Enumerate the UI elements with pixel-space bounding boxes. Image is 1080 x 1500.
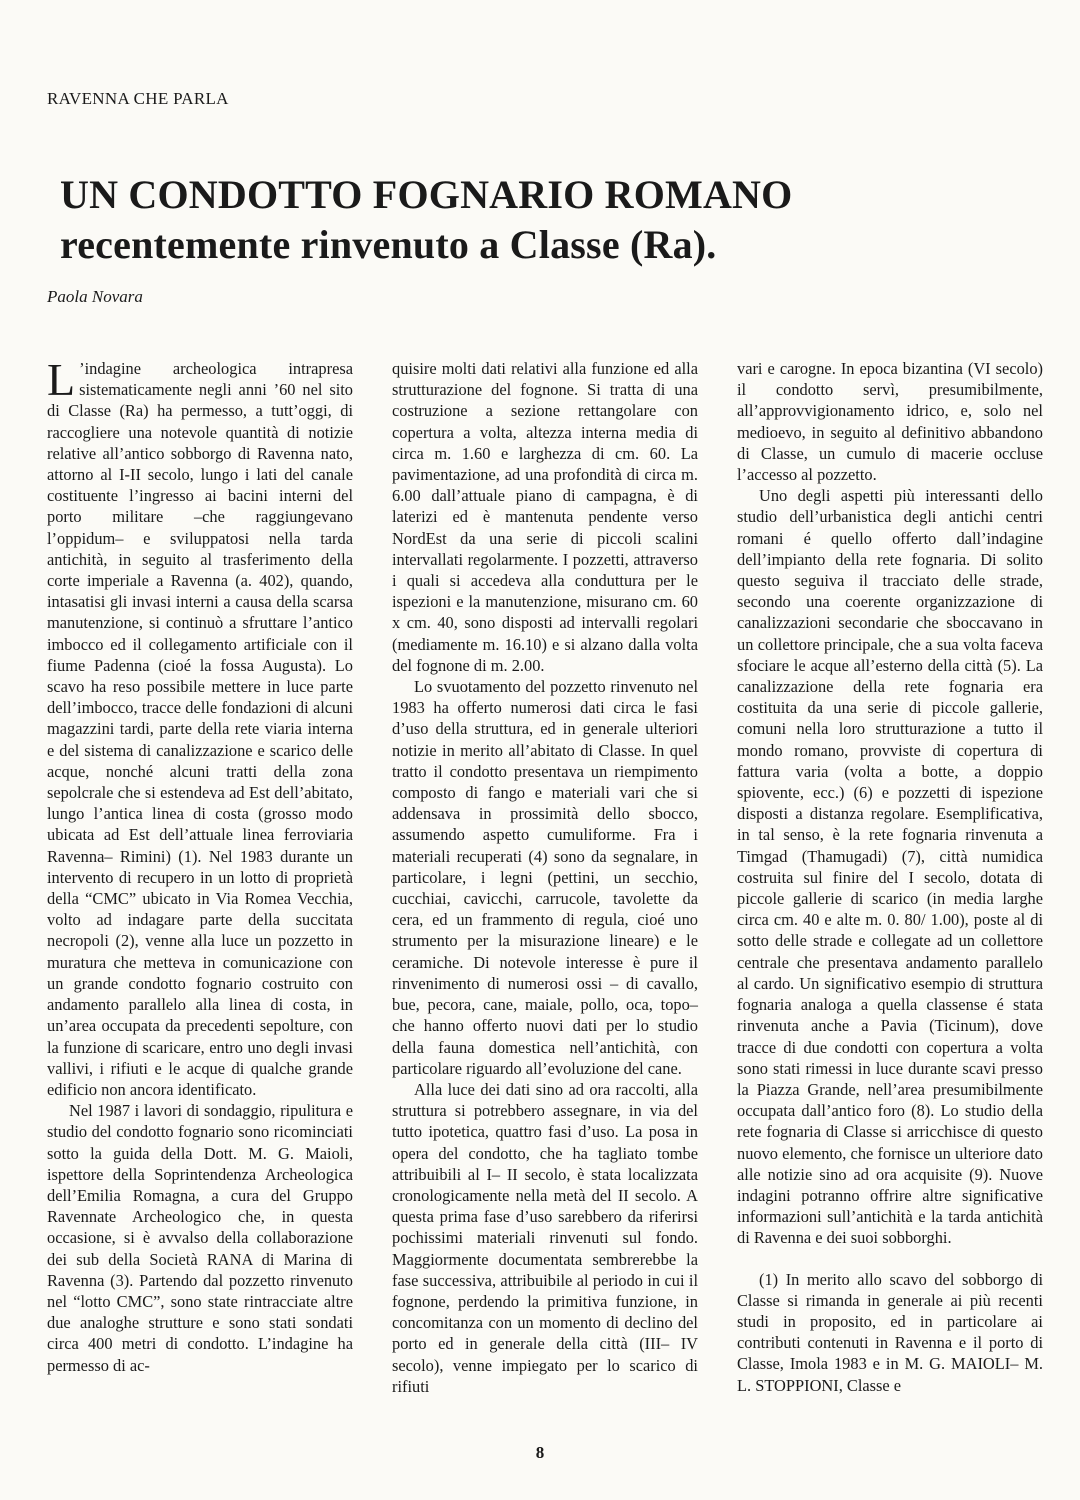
section-header: RAVENNA CHE PARLA <box>47 89 229 108</box>
paragraph: Nel 1987 i lavori di sondaggio, ripulitura e studio del condotto fognario sono ricominciati sotto la guida della Dott. M. G. Maioli, ispettore della Soprintendenza Archeologica dell’Emilia Romagna, a cura del Gruppo Ravennate Archeologico che, in questa occasione, si è avvalso della collaborazione dei sub della Società RANA di Marina di Ravenna (3). Partendo dal pozzetto rinvenuto nel “lotto CMC”, sono state rintracciate altre due analoghe strutture e sono stati sondati circa 400 metri di condotto. L’indagine ha permesso di ac- <box>47 1101 353 1375</box>
author-byline: Paola Novara <box>47 287 143 306</box>
column-3 <box>737 358 1043 1397</box>
paragraph: vari e carogne. In epoca bizantina (VI secolo) il condotto servì, presumibilmente, all’approvvigionamento idrico, e, solo nel medioevo, in seguito al definitivo abbandono di Classe, un cumulo di macerie occluse l’accesso al pozzetto. <box>737 359 1043 485</box>
title-line-1: UN CONDOTTO FOGNARIO ROMANO <box>60 172 793 217</box>
article-body <box>47 354 1043 1397</box>
paragraph <box>47 354 353 1100</box>
column-2 <box>392 358 698 1397</box>
paragraph: Uno degli aspetti più interessanti dello studio dell’urbanistica degli antichi centri romani é quello offerto dall’indagine dell’impianto della rete fognaria. Di solito questo seguiva il tracciato delle strade, secondo una coerente organizzazione di canalizzazioni secondarie che sboccavano in un collettore principale, che a sua volta faceva sfociare le acque all’esterno della città (5). La canalizzazione della rete fognaria era costituita da una serie di piccole gallerie, comuni nella loro strutturazione a tutto il mondo romano, provviste di copertura di fattura varia (volta a botte, a doppio spiovente, ecc.) (6) e pozzetti di ispezione disposti a distanza regolare. Esemplificativa, in tal senso, è la rete fognaria rinvenuta a Timgad (Thamugadi) (7), città numidica costruita sul finire del I secolo, dotata di piccole gallerie di scarico (in media larghe circa cm. 40 e alte m. 0. 80/ 1.00), poste al di sotto delle strade e collegate ad un collettore centrale che presentava andamento parallelo al cardo. Un significativo esempio di struttura fognaria analoga a quella classense é stata rinvenuta anche a Pavia (Ticinum), dove tracce di due condotti con copertura a volta sono stati rimessi in luce durante scavi presso la Piazza Grande, nell’area presumibilmente occupata dall’antico foro (8). Lo studio della rete fognaria di Classe si arricchisce di questo nuovo elemento, che fornisce un ulteriore dato alle notizie sino ad ora acquisite (9). Nuove indagini potranno offrire altre significative informazioni sull’antichità e la tarda antichità di Ravenna e dei suoi sobborghi. <box>737 486 1043 1248</box>
drop-cap: L <box>47 354 76 405</box>
column-1 <box>47 354 353 1397</box>
page-number: 8 <box>535 1443 545 1462</box>
paragraph-text: ’indagine archeologica intrapresa sistematicamente negli anni ’60 nel sito di Classe (Ra) ha permesso, a tutt’oggi, di raccogliere una notevole quantità di notizie relative all’antico sobborgo di Ravenna nato, attorno al I-II secolo, lungo i lati del canale costituente l’ingresso ai bacini interni del porto militare –che raggiungevano l’oppidum– e sviluppatosi nella tarda antichità, in seguito al trasferimento della corte imperiale a Ravenna (a. 402), quando, intasatisi gli invasi interni a causa della scarsa manutenzione, si continuò a sfruttare l’antico imbocco ed il collegamento artificiale con il fiume Padenna (cioé la fossa Augusta). Lo scavo ha reso possibile mettere in luce parte dell’imbocco, tracce delle fondazioni di alcuni magazzini tardi, parte della rete viaria interna e del sistema di canalizzazione e scarico delle acque, nonché alcuni tratti della zona sepolcrale che si estendeva ad Est dell’abitato, lungo l’antica linea di costa (grosso modo ubicata ad Est dell’attuale linea ferroviaria Ravenna– Rimini) (1). Nel 1983 durante un intervento di recupero in un lotto di proprietà della “CMC” ubicato in Via Romea Vecchia, volto ad indagare parte della succitata necropoli (2), venne alla luce un pozzetto in muratura che metteva in comunicazione con un grande condotto fognario costruito con andamento parallelo alla linea di costa, in un’area occupata da precedenti sepolture, con la funzione di scaricare, entro uno degli invasi vallivi, i rifiuti e le acque di qualche grande edificio non ancora identificato. <box>47 359 353 1099</box>
paragraph: quisire molti dati relativi alla funzione ed alla strutturazione del fognone. Si tratta di una costruzione a sezione rettangolare con copertura a volta, altezza interna media di circa m. 1.60 e larghezza di cm. 60. La pavimentazione, ad una profondità di circa m. 6.00 dall’attuale piano di campagna, è di laterizi ed è mantenuta pendente verso NordEst da una serie di piccoli scalini intervallati regolarmente. I pozzetti, attraverso i quali si accedeva alla conduttura per le ispezioni e la manutenzione, misurano cm. 60 x cm. 40, sono disposti ad intervalli regolari (mediamente m. 16.10) e si alzano dalla volta del fognone di m. 2.00. <box>392 359 698 675</box>
article-title <box>60 170 792 270</box>
paragraph: Alla luce dei dati sino ad ora raccolti, alla struttura si potrebbero assegnare, in via del tutto ipotetica, quattro fasi d’uso. La posa in opera del condotto, che ha tagliato tombe attribuibili al I– II secolo, è stata localizzata cronologicamente nella metà del II secolo. A questa prima fase d’uso sarebbero da riferirsi pochissimi materiali rinvenuti sul fondo. Maggiormente documentata sembrerebbe la fase successiva, attribuibile al periodo in cui il fognone, perdendo la primitiva funzione, in concomitanza con un momento di declino del porto ed in generale della città (III– IV secolo), venne impiegato per lo scarico di rifiuti <box>392 1079 698 1396</box>
paragraph: Lo svuotamento del pozzetto rinvenuto nel 1983 ha offerto numerosi dati circa le fasi d’uso della struttura, ed in generale ulteriori notizie in merito all’abitato di Classe. In quel tratto il condotto presentava un riempimento composto di fango e materiali vari che si addensava in prossimità dello sbocco, assumendo aspetto cumuliforme. Fra i materiali recuperati (4) sono da segnalare, in particolare, i legni (pettini, un secchio, cucchiai, cavicchi, carrucole, tavolette da cera, ed un frammento di regula, cioé uno strumento per la misurazione lineare) e le ceramiche. Di notevole interesse è pure il rinvenimento di numerosi ossi – di cavallo, bue, pecora, cane, maiale, pollo, oca, topo– che hanno offerto nuovi dati per lo studio della fauna domestica nell’antichità, con particolare riguardo all’evoluzione del cane. <box>392 677 698 1078</box>
title-line-2: recentemente rinvenuto a Classe (Ra). <box>60 222 717 267</box>
footnote: (1) In merito allo scavo del sobborgo di Classe si rimanda in generale ai più recenti studi in proposito, ed in particolare ai contributi contenuti in Ravenna e il porto di Classe, Imola 1983 e in M. G. MAIOLI– M. L. STOPPIONI, Classe e <box>737 1269 1043 1395</box>
